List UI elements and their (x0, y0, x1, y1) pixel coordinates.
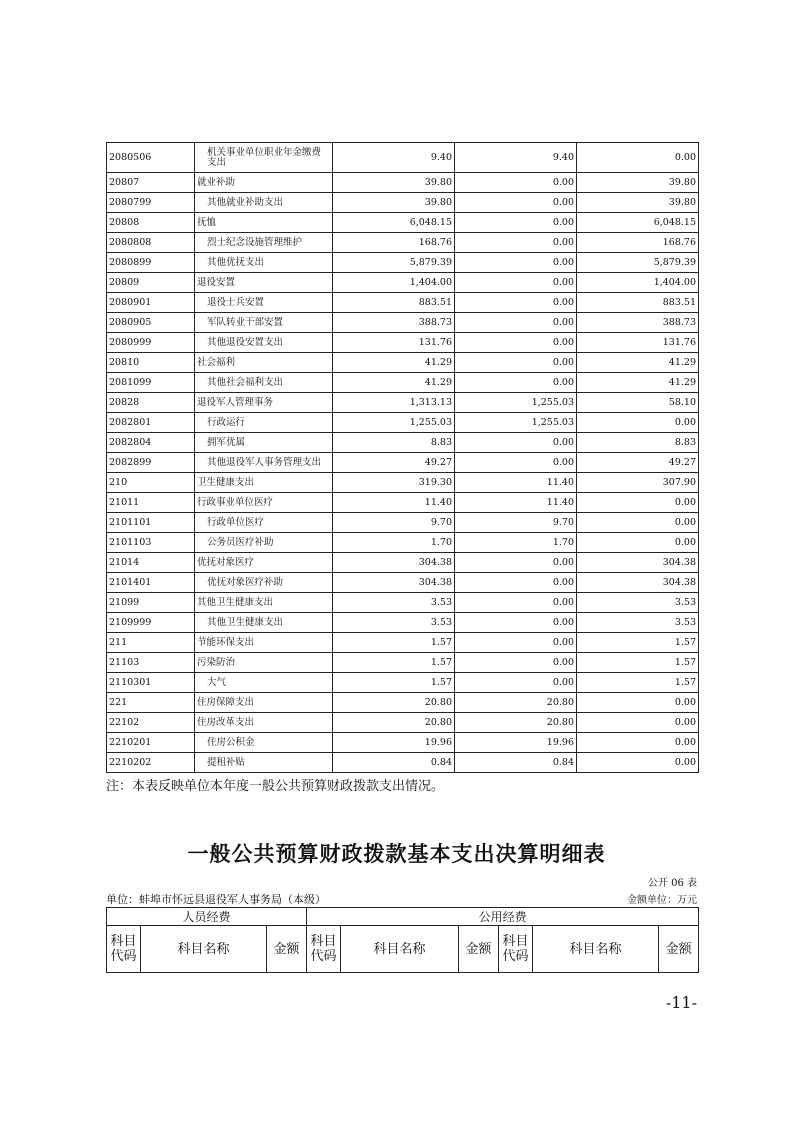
table-row (107, 173, 699, 193)
subject-name-cell: 其他退役军人事务管理支出 (195, 453, 333, 473)
subject-name-cell: 其他社会福利支出 (195, 373, 333, 393)
total-amount-cell: 131.76 (333, 333, 455, 353)
table-row (107, 653, 699, 673)
total-amount-cell: 168.76 (333, 233, 455, 253)
basic-expenditure-detail-table (106, 907, 699, 973)
project-expenditure-cell: 131.76 (577, 333, 699, 353)
project-expenditure-cell: 883.51 (577, 293, 699, 313)
total-amount-cell: 11.40 (333, 493, 455, 513)
subject-code-cell: 20807 (107, 173, 195, 193)
total-amount-cell: 9.40 (333, 143, 455, 173)
basic-expenditure-cell: 0.00 (455, 553, 577, 573)
subject-name-cell: 其他卫生健康支出 (195, 593, 333, 613)
table-row (107, 753, 699, 773)
table-row (107, 553, 699, 573)
total-amount-cell: 19.96 (333, 733, 455, 753)
basic-expenditure-cell: 0.00 (455, 253, 577, 273)
basic-expenditure-cell: 9.70 (455, 513, 577, 533)
total-amount-cell: 1.70 (333, 533, 455, 553)
basic-expenditure-cell: 0.00 (455, 453, 577, 473)
total-amount-cell: 3.53 (333, 613, 455, 633)
subject-code-cell: 2101101 (107, 513, 195, 533)
basic-expenditure-cell: 0.00 (455, 653, 577, 673)
project-expenditure-cell: 1,404.00 (577, 273, 699, 293)
subject-name-cell: 机关事业单位职业年金缴费支出 (195, 143, 333, 173)
project-expenditure-cell: 0.00 (577, 713, 699, 733)
subject-code-cell: 2080905 (107, 313, 195, 333)
subject-name-cell: 大气 (195, 673, 333, 693)
project-expenditure-cell: 304.38 (577, 553, 699, 573)
subject-code-cell: 21014 (107, 553, 195, 573)
total-amount-cell: 0.84 (333, 753, 455, 773)
header-subject-name: 科目名称 (341, 926, 459, 973)
table-row (107, 143, 699, 173)
project-expenditure-cell: 0.00 (577, 533, 699, 553)
header-subject-code: 科目代码 (107, 926, 141, 973)
subject-code-cell: 2080506 (107, 143, 195, 173)
project-expenditure-cell: 8.83 (577, 433, 699, 453)
total-amount-cell: 39.80 (333, 173, 455, 193)
table-row (107, 313, 699, 333)
subject-name-cell: 军队转业干部安置 (195, 313, 333, 333)
subject-name-cell: 卫生健康支出 (195, 473, 333, 493)
total-amount-cell: 20.80 (333, 693, 455, 713)
total-amount-cell: 1,255.03 (333, 413, 455, 433)
table-row (107, 233, 699, 253)
project-expenditure-cell: 39.80 (577, 173, 699, 193)
subject-name-cell: 行政单位医疗 (195, 513, 333, 533)
subject-name-cell: 优抚对象医疗 (195, 553, 333, 573)
total-amount-cell: 1,313.13 (333, 393, 455, 413)
project-expenditure-cell: 168.76 (577, 233, 699, 253)
subject-code-cell: 221 (107, 693, 195, 713)
subject-name-cell: 节能环保支出 (195, 633, 333, 653)
subject-name-cell: 行政运行 (195, 413, 333, 433)
subject-name-cell: 烈士纪念设施管理维护 (195, 233, 333, 253)
total-amount-cell: 8.83 (333, 433, 455, 453)
table-row (107, 393, 699, 413)
table-row (107, 353, 699, 373)
table-row (107, 273, 699, 293)
basic-expenditure-cell: 11.40 (455, 473, 577, 493)
table-row (107, 373, 699, 393)
project-expenditure-cell: 41.29 (577, 373, 699, 393)
table-row (107, 733, 699, 753)
subject-name-cell: 公务员医疗补助 (195, 533, 333, 553)
project-expenditure-cell: 41.29 (577, 353, 699, 373)
total-amount-cell: 304.38 (333, 553, 455, 573)
subject-name-cell: 社会福利 (195, 353, 333, 373)
subject-code-cell: 21011 (107, 493, 195, 513)
table-row (107, 673, 699, 693)
table-row (107, 573, 699, 593)
project-expenditure-cell: 307.90 (577, 473, 699, 493)
subject-name-cell: 退役军人管理事务 (195, 393, 333, 413)
subject-code-cell: 2109999 (107, 613, 195, 633)
subject-code-cell: 21103 (107, 653, 195, 673)
basic-expenditure-cell: 0.00 (455, 333, 577, 353)
header-amount: 金额 (659, 926, 699, 973)
header-subject-code: 科目代码 (499, 926, 533, 973)
total-amount-cell: 1,404.00 (333, 273, 455, 293)
basic-expenditure-cell: 0.00 (455, 613, 577, 633)
table-row (107, 633, 699, 653)
basic-expenditure-cell: 20.80 (455, 693, 577, 713)
subject-code-cell: 2080808 (107, 233, 195, 253)
basic-expenditure-cell: 1.70 (455, 533, 577, 553)
subject-name-cell: 住房改革支出 (195, 713, 333, 733)
basic-expenditure-cell: 0.00 (455, 353, 577, 373)
subject-name-cell: 就业补助 (195, 173, 333, 193)
subject-code-cell: 2082804 (107, 433, 195, 453)
table-row (107, 493, 699, 513)
header-amount: 金额 (459, 926, 499, 973)
basic-expenditure-cell: 0.00 (455, 633, 577, 653)
basic-expenditure-cell: 1,255.03 (455, 393, 577, 413)
unit-name: 单位：蚌埠市怀远县退役军人事务局（本级） (106, 893, 326, 906)
total-amount-cell: 1.57 (333, 673, 455, 693)
basic-expenditure-cell: 0.00 (455, 233, 577, 253)
subject-code-cell: 20808 (107, 213, 195, 233)
subject-name-cell: 其他退役安置支出 (195, 333, 333, 353)
subject-code-cell: 2101103 (107, 533, 195, 553)
basic-expenditure-cell: 0.00 (455, 573, 577, 593)
subject-code-cell: 22102 (107, 713, 195, 733)
page-number: -11- (665, 993, 697, 1012)
basic-expenditure-cell: 0.84 (455, 753, 577, 773)
project-expenditure-cell: 0.00 (577, 493, 699, 513)
table-row (107, 253, 699, 273)
subject-name-cell: 其他就业补助支出 (195, 193, 333, 213)
table-note: 注：本表反映单位本年度一般公共预算财政拨款支出情况。 (106, 779, 445, 794)
subject-name-cell: 退役士兵安置 (195, 293, 333, 313)
total-amount-cell: 1.57 (333, 633, 455, 653)
table-row (107, 513, 699, 533)
project-expenditure-cell: 6,048.15 (577, 213, 699, 233)
subject-code-cell: 210 (107, 473, 195, 493)
project-expenditure-cell: 0.00 (577, 413, 699, 433)
header-subject-name: 科目名称 (533, 926, 659, 973)
total-amount-cell: 883.51 (333, 293, 455, 313)
subject-name-cell: 住房公积金 (195, 733, 333, 753)
project-expenditure-cell: 3.53 (577, 593, 699, 613)
subject-code-cell: 2080799 (107, 193, 195, 213)
subject-code-cell: 20828 (107, 393, 195, 413)
total-amount-cell: 39.80 (333, 193, 455, 213)
table-row (107, 693, 699, 713)
total-amount-cell: 319.30 (333, 473, 455, 493)
table-row (107, 333, 699, 353)
subject-code-cell: 21099 (107, 593, 195, 613)
project-expenditure-cell: 49.27 (577, 453, 699, 473)
project-expenditure-cell: 5,879.39 (577, 253, 699, 273)
basic-expenditure-cell: 19.96 (455, 733, 577, 753)
header-subject-code: 科目代码 (307, 926, 341, 973)
subject-code-cell: 2210201 (107, 733, 195, 753)
total-amount-cell: 1.57 (333, 653, 455, 673)
project-expenditure-cell: 388.73 (577, 313, 699, 333)
subject-code-cell: 211 (107, 633, 195, 653)
subject-code-cell: 2082801 (107, 413, 195, 433)
basic-expenditure-cell: 0.00 (455, 673, 577, 693)
basic-expenditure-cell: 11.40 (455, 493, 577, 513)
table-row (107, 453, 699, 473)
basic-expenditure-cell: 9.40 (455, 143, 577, 173)
basic-expenditure-cell: 0.00 (455, 193, 577, 213)
project-expenditure-cell: 0.00 (577, 753, 699, 773)
project-expenditure-cell: 3.53 (577, 613, 699, 633)
subject-code-cell: 2080901 (107, 293, 195, 313)
total-amount-cell: 304.38 (333, 573, 455, 593)
project-expenditure-cell: 1.57 (577, 633, 699, 653)
subject-name-cell: 拥军优属 (195, 433, 333, 453)
project-expenditure-cell: 0.00 (577, 513, 699, 533)
subject-name-cell: 提租补贴 (195, 753, 333, 773)
subject-code-cell: 20809 (107, 273, 195, 293)
header-public-expenses: 公用经费 (307, 908, 699, 926)
total-amount-cell: 3.53 (333, 593, 455, 613)
basic-expenditure-cell: 1,255.03 (455, 413, 577, 433)
amount-unit: 金额单位：万元 (627, 895, 697, 906)
subject-code-cell: 2110301 (107, 673, 195, 693)
expenditure-table-body (107, 143, 699, 773)
basic-expenditure-cell: 0.00 (455, 213, 577, 233)
table-row (107, 593, 699, 613)
basic-expenditure-cell: 20.80 (455, 713, 577, 733)
subject-code-cell: 2101401 (107, 573, 195, 593)
header-subject-name: 科目名称 (141, 926, 267, 973)
subject-code-cell: 2081099 (107, 373, 195, 393)
basic-expenditure-cell: 0.00 (455, 173, 577, 193)
subject-name-cell: 住房保障支出 (195, 693, 333, 713)
subject-name-cell: 其他卫生健康支出 (195, 613, 333, 633)
basic-expenditure-cell: 0.00 (455, 593, 577, 613)
basic-expenditure-cell: 0.00 (455, 313, 577, 333)
section-title: 一般公共预算财政拨款基本支出决算明细表 (187, 842, 606, 866)
total-amount-cell: 388.73 (333, 313, 455, 333)
header-personnel-expenses: 人员经费 (107, 908, 307, 926)
total-amount-cell: 6,048.15 (333, 213, 455, 233)
expenditure-table (106, 142, 699, 773)
total-amount-cell: 49.27 (333, 453, 455, 473)
table-row (107, 613, 699, 633)
subject-code-cell: 20810 (107, 353, 195, 373)
total-amount-cell: 5,879.39 (333, 253, 455, 273)
project-expenditure-cell: 304.38 (577, 573, 699, 593)
table-row (107, 433, 699, 453)
subject-code-cell: 2080899 (107, 253, 195, 273)
project-expenditure-cell: 0.00 (577, 733, 699, 753)
subject-code-cell: 2210202 (107, 753, 195, 773)
project-expenditure-cell: 1.57 (577, 653, 699, 673)
subject-name-cell: 其他优抚支出 (195, 253, 333, 273)
basic-expenditure-cell: 0.00 (455, 433, 577, 453)
form-code-label: 公开 06 表 (647, 878, 697, 889)
total-amount-cell: 9.70 (333, 513, 455, 533)
table-row (107, 713, 699, 733)
table-row (107, 293, 699, 313)
table-row (107, 473, 699, 493)
table-row (107, 533, 699, 553)
subject-name-cell: 行政事业单位医疗 (195, 493, 333, 513)
subject-name-cell: 污染防治 (195, 653, 333, 673)
subject-code-cell: 2082899 (107, 453, 195, 473)
total-amount-cell: 41.29 (333, 373, 455, 393)
table-row (107, 213, 699, 233)
subject-name-cell: 退役安置 (195, 273, 333, 293)
project-expenditure-cell: 0.00 (577, 143, 699, 173)
subject-name-cell: 抚恤 (195, 213, 333, 233)
basic-expenditure-cell: 0.00 (455, 293, 577, 313)
project-expenditure-cell: 1.57 (577, 673, 699, 693)
table-row (107, 413, 699, 433)
basic-expenditure-cell: 0.00 (455, 373, 577, 393)
basic-expenditure-cell: 0.00 (455, 273, 577, 293)
project-expenditure-cell: 58.10 (577, 393, 699, 413)
project-expenditure-cell: 39.80 (577, 193, 699, 213)
header-amount: 金额 (267, 926, 307, 973)
subject-code-cell: 2080999 (107, 333, 195, 353)
subject-name-cell: 优抚对象医疗补助 (195, 573, 333, 593)
total-amount-cell: 41.29 (333, 353, 455, 373)
total-amount-cell: 20.80 (333, 713, 455, 733)
table-row (107, 193, 699, 213)
project-expenditure-cell: 0.00 (577, 693, 699, 713)
